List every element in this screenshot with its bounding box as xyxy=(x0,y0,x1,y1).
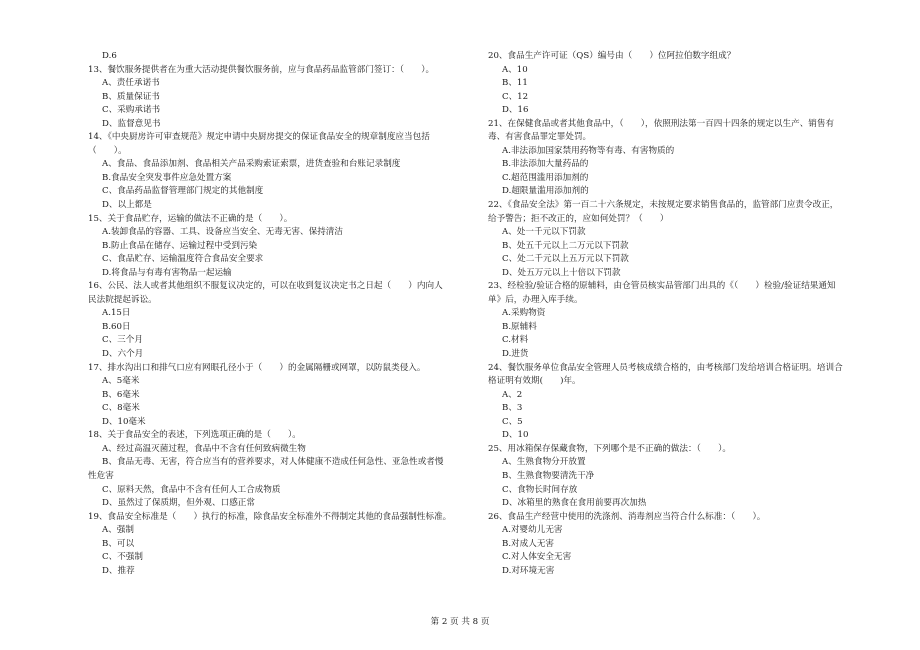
answer-option: D、冰箱里的熟食在食用前要再次加热 xyxy=(502,498,647,509)
answer-option: A、强制 xyxy=(102,525,134,536)
question-text: 23、经检验/验证合格的原辅料，由仓管员核实品管部门出具的《（ ）检验/验证结果通知 xyxy=(488,281,836,292)
answer-option: C、处二千元以上五万元以下罚款 xyxy=(502,254,629,265)
question-text: 毒、有害食品罪定罪处罚。 xyxy=(488,132,592,143)
answer-option: C、5 xyxy=(502,416,523,427)
question-text: 17、排水沟出口和排气口应有网眼孔径小于（ ）的金属隔栅或网罩，以防鼠类侵入。 xyxy=(88,362,426,373)
answer-option: C、食品药品监督管理部门规定的其他制度 xyxy=(102,186,264,197)
question-text: 格证明有效期( )年。 xyxy=(488,376,581,387)
question-text: 民法院提起诉讼。 xyxy=(88,294,157,305)
answer-option: C、不强制 xyxy=(102,552,143,563)
answer-option: B、处五千元以上二万元以下罚款 xyxy=(502,240,629,251)
answer-option: D、监督意见书 xyxy=(102,118,161,129)
question-text: 14、《中央厨房许可审查规范》规定申请中央厨房提交的保证食品安全的规章制度应当包括 xyxy=(88,132,430,143)
answer-option: D、10 xyxy=(502,430,529,441)
answer-option: B.60日 xyxy=(102,321,131,332)
answer-option: A.对婴幼儿无害 xyxy=(502,525,563,536)
question-text: 15、关于食品贮存，运输的做法不正确的是（ ）。 xyxy=(88,213,293,224)
answer-option: B.防止食品在储存、运输过程中受到污染 xyxy=(102,240,258,251)
answer-option: D、虽然过了保质期，但外观、口感正常 xyxy=(102,498,255,509)
answer-option: A、5毫米 xyxy=(102,376,140,387)
answer-option: D.将食品与有毒有害物品一起运输 xyxy=(102,267,232,278)
answer-option: B.对成人无害 xyxy=(502,538,555,549)
answer-option: C、食物长时间存放 xyxy=(502,484,578,495)
question-text: （ ）。 xyxy=(88,145,127,156)
answer-option: D、10毫米 xyxy=(102,416,146,427)
question-text: 单》后，办理入库手续。 xyxy=(488,294,583,305)
question-text: 性危害 xyxy=(88,470,114,481)
left-column xyxy=(88,50,470,578)
question-text: 26、食品生产经营中使用的洗涤剂、消毒剂应当符合什么标准：（ ）。 xyxy=(488,511,766,522)
answer-option: C、食品贮存、运输温度符合食品安全要求 xyxy=(102,254,264,265)
answer-option: A、经过高温灭菌过程，食品中不含有任何致病微生物 xyxy=(102,443,306,454)
question-text: 13、餐饮服务提供者在为重大活动提供餐饮服务前，应与食品药品监管部门签订：（ ）。 xyxy=(88,64,435,75)
question-text: 19、食品安全标准是（ ）执行的标准，除食品安全标准外不得制定其他的食品强制性标准。 xyxy=(88,511,452,522)
answer-option: A.15日 xyxy=(102,308,131,319)
question-text: 18、关于食品安全的表述，下列选项正确的是（ ）。 xyxy=(88,430,301,441)
answer-option: D.对环境无害 xyxy=(502,565,555,576)
answer-option: C.对人体安全无害 xyxy=(502,552,572,563)
answer-option: A.装卸食品的容器、工具、设备应当安全、无毒无害、保持清洁 xyxy=(102,227,343,238)
answer-option: A、处一千元以下罚款 xyxy=(502,227,586,238)
answer-option: D、推荐 xyxy=(102,565,135,576)
answer-option: A、10 xyxy=(502,64,528,75)
question-text: 22、《食品安全法》第一百二十六条规定，未按规定要求销售食品的，监管部门应责令改正， xyxy=(488,200,839,211)
answer-option: A、2 xyxy=(502,389,523,400)
answer-option: B、生熟食物要清洗干净 xyxy=(502,470,595,481)
answer-option: C、12 xyxy=(502,91,529,102)
answer-option: B、可以 xyxy=(102,538,135,549)
question-text: 20、食品生产许可证（QS）编号由（ ）位阿拉伯数字组成？ xyxy=(488,51,736,61)
answer-option: C、原料天然，食品中不含有任何人工合成物质 xyxy=(102,484,281,495)
answer-option: D.进货 xyxy=(502,349,529,360)
answer-option: A.采购物资 xyxy=(502,308,546,319)
answer-option: B、质量保证书 xyxy=(102,91,160,102)
answer-option: C.超范围滥用添加剂的 xyxy=(502,172,589,183)
answer-option: A、食品、食品添加剂、食品相关产品采购索证索票，进货查验和台账记录制度 xyxy=(102,159,401,170)
answer-option: A、责任承诺书 xyxy=(102,78,160,89)
answer-option: B、11 xyxy=(502,78,528,89)
answer-option: D、处五万元以上十倍以下罚款 xyxy=(502,267,621,278)
answer-option: B、3 xyxy=(502,403,523,414)
question-text: 25、用冰箱保存保藏食物，下列哪个是不正确的做法：（ ）。 xyxy=(488,443,731,454)
right-column xyxy=(488,50,870,578)
answer-option: D.6 xyxy=(102,51,117,61)
answer-option: D、六个月 xyxy=(102,349,144,360)
answer-option: D、16 xyxy=(502,105,529,116)
answer-option: C、采购承诺书 xyxy=(102,105,161,116)
answer-option: B.非法添加大量药品的 xyxy=(502,159,589,170)
answer-option: C、8毫米 xyxy=(102,403,140,414)
answer-option: A.非法添加国家禁用药物等有毒、有害物质的 xyxy=(502,145,675,156)
answer-option: D.超限量滥用添加剂的 xyxy=(502,186,589,197)
answer-option: B.食品安全突发事件应急处置方案 xyxy=(102,172,232,183)
answer-option: B、食品无毒、无害，符合应当有的营养要求，对人体健康不造成任何急性、亚急性或者慢 xyxy=(102,457,444,468)
answer-option: C.材料 xyxy=(502,335,529,346)
question-text: 给予警告；拒不改正的，应如何处罚？（ ） xyxy=(488,213,669,224)
question-text: 24、餐饮服务单位食品安全管理人员考核成绩合格的，由考核部门发给培训合格证明。培训合 xyxy=(488,362,843,373)
answer-option: D、以上都是 xyxy=(102,200,152,211)
question-text: 21、在保健食品或者其他食品中，（ ），依照刑法第一百四十四条的规定以生产、销售有 xyxy=(488,118,835,129)
answer-option: A、生熟食物分开放置 xyxy=(502,457,586,468)
page-footer: 第 2 页 共 8 页 xyxy=(430,617,490,627)
question-text: 16、公民、法人或者其他组织不服复议决定的，可以在收到复议决定书之日起（ ）内向人 xyxy=(88,281,443,292)
answer-option: B、6毫米 xyxy=(102,389,140,400)
answer-option: B.原辅料 xyxy=(502,321,537,332)
answer-option: C、三个月 xyxy=(102,335,143,346)
